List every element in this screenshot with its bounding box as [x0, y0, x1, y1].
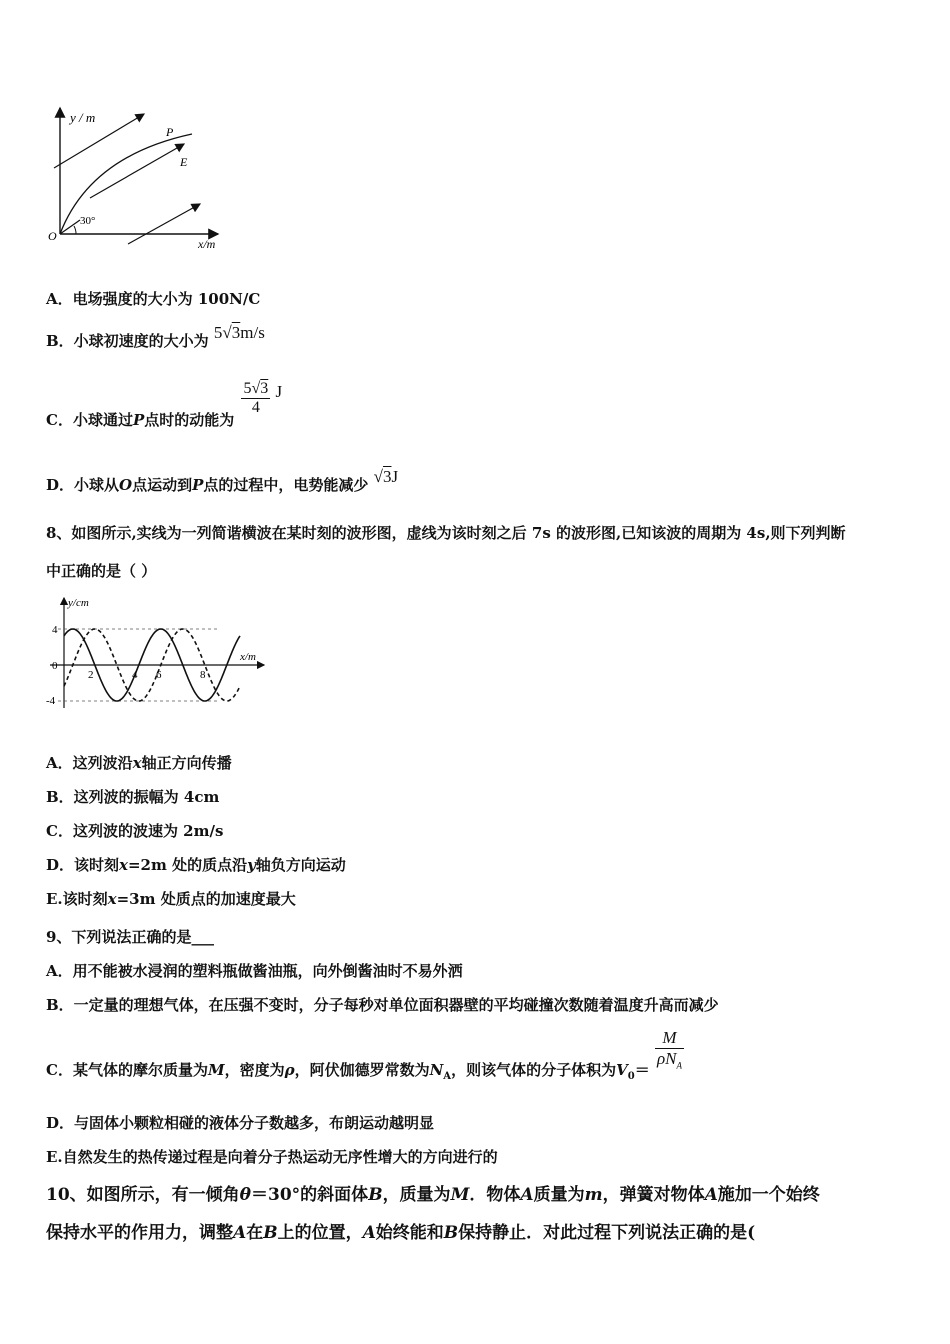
q9-option-d: D．与固体小颗粒相碰的液体分子数越多，布朗运动越明显 [46, 1114, 435, 1132]
wave-x-tick: 8 [200, 669, 206, 681]
q7-option-d: D．小球从O点运动到P点的过程中，电势能减少 √3J [46, 467, 399, 494]
field-diagram [40, 100, 240, 255]
q7-option-c: C．小球通过P点时的动能为 $\frac{5√3}{4}$ J [46, 380, 283, 429]
wave-y-label: y/cm [68, 597, 89, 609]
wave-y-zero: 0 [52, 660, 58, 672]
q9-option-a: A．用不能被水浸润的塑料瓶做酱油瓶，向外倒酱油时不易外洒 [46, 962, 463, 980]
wave-y-neg: -4 [46, 695, 56, 707]
q9-option-b: B．一定量的理想气体，在压强不变时，分子每秒对单位面积器壁的平均碰撞次数随着温度升高而减少 [46, 996, 719, 1014]
wave-diagram [40, 592, 270, 712]
q8-option-e: E.该时刻x=3m 处质点的加速度最大 [46, 890, 296, 908]
field-line [54, 114, 144, 168]
point-p-label: P [166, 125, 174, 139]
q9-option-e: E.自然发生的热传递过程是向着分子热运动无序性增大的方向进行的 [46, 1148, 498, 1166]
wave-x-label: x/m [240, 651, 256, 663]
origin-label: O [48, 229, 57, 243]
wave-x-tick: 4 [132, 669, 138, 681]
q8-option-a: A．这列波沿x轴正方向传播 [46, 754, 232, 772]
q7-b-value: 5√3m/s [213, 323, 265, 342]
q7-d-value: √3J [373, 467, 399, 486]
angle-label: 30° [80, 215, 96, 227]
q9-c-fraction: $\frac{M}{\rho N_A}$ [656, 1028, 682, 1071]
q10-line2: 保持水平的作用力，调整A在B上的位置，A始终能和B保持静止．对此过程下列说法正确的是( [46, 1223, 756, 1243]
field-e-label: E [180, 155, 188, 169]
q8-option-c: C．这列波的波速为 2m/s [46, 822, 224, 840]
q10-line1: 10、如图所示，有一倾角θ＝30°的斜面体B，质量为M．物体A质量为m，弹簧对物体A施加一个始终 [46, 1185, 820, 1205]
x-label: x/m [198, 237, 216, 251]
q8-stem-line1: 8、如图所示,实线为一列简谐横波在某时刻的波形图，虚线为该时刻之后 7s 的波形图,已知该波的周期为 4s,则下列判断 [46, 524, 846, 542]
wave-y-pos: 4 [52, 624, 58, 636]
q7-option-b: B．小球初速度的大小为 5√3m/s [46, 323, 265, 350]
wave-x-tick: 2 [88, 669, 94, 681]
q9-stem: 9、下列说法正确的是___ [46, 928, 214, 946]
q7-option-a: A．电场强度的大小为 100N/C [46, 290, 261, 308]
angle-arc [74, 226, 76, 234]
wave-x-tick: 6 [156, 669, 162, 681]
y-label: y / m [70, 110, 96, 125]
q8-stem-line2: 中正确的是（ ） [46, 562, 157, 580]
q9-option-c: C．某气体的摩尔质量为M，密度为ρ，阿伏伽德罗常数为$N_A$，则该气体的分子体积为$V_0=$ $\frac{M}{\rho N_A}$ [46, 1028, 682, 1083]
field-line [128, 204, 200, 244]
q8-option-b: B．这列波的振幅为 4cm [46, 788, 220, 806]
q7-c-fraction: $\frac{5√3}{4}$ [243, 380, 269, 416]
q8-option-d: D．该时刻x=2m 处的质点沿y轴负方向运动 [46, 856, 346, 874]
